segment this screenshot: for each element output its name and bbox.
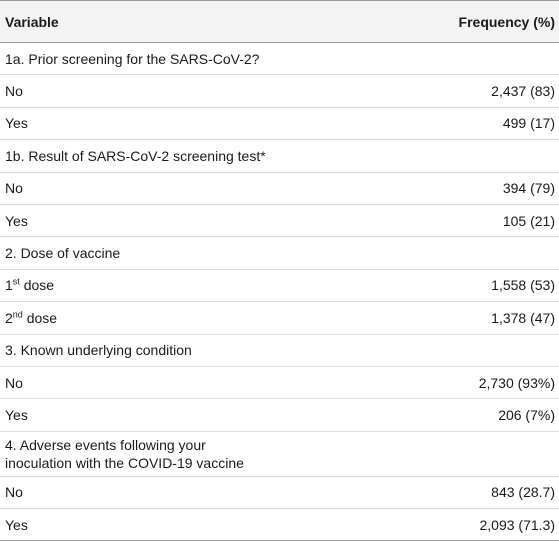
row-label: 1a. Prior screening for the SARS-CoV-2? <box>0 43 400 75</box>
row-label <box>0 269 400 301</box>
table-row <box>0 302 559 334</box>
row-label: Yes <box>0 399 400 431</box>
row-label: Yes <box>0 107 400 139</box>
row-value: 394 (79) <box>400 172 559 204</box>
table-header-row <box>0 1 559 43</box>
row-value: 2,437 (83) <box>400 75 559 107</box>
row-value: 2,093 (71.3) <box>400 509 559 541</box>
header-frequency: Frequency (%) <box>400 1 559 43</box>
header-variable: Variable <box>0 1 400 43</box>
row-label <box>0 431 400 476</box>
row-label: Yes <box>0 204 400 236</box>
dose-ordinal: st <box>12 276 20 287</box>
row-label: Yes <box>0 509 400 541</box>
row-value <box>400 334 559 366</box>
dose-number: 2 <box>5 309 13 326</box>
row-label <box>0 302 400 334</box>
row-value <box>400 140 559 172</box>
row-value: 2,730 (93%) <box>400 366 559 398</box>
row-label: No <box>0 75 400 107</box>
row-value: 105 (21) <box>400 204 559 236</box>
table-row-section <box>0 334 559 366</box>
table-row <box>0 366 559 398</box>
table-row <box>0 399 559 431</box>
row-label: 3. Known underlying condition <box>0 334 400 366</box>
table-row-section <box>0 431 559 476</box>
row-label: No <box>0 172 400 204</box>
row-value <box>400 237 559 269</box>
table-row <box>0 107 559 139</box>
table-row <box>0 75 559 107</box>
row-value <box>400 431 559 476</box>
row-label: No <box>0 476 400 508</box>
row-label: 1b. Result of SARS-CoV-2 screening test* <box>0 140 400 172</box>
row-value: 843 (28.7) <box>400 476 559 508</box>
row-label-line2: inoculation with the COVID-19 vaccine <box>5 454 244 471</box>
table-row <box>0 204 559 236</box>
row-label: No <box>0 366 400 398</box>
row-value: 1,558 (53) <box>400 269 559 301</box>
row-value: 1,378 (47) <box>400 302 559 334</box>
table-row <box>0 509 559 541</box>
dose-suffix: dose <box>19 277 55 294</box>
dose-ordinal: nd <box>12 309 23 320</box>
dose-suffix: dose <box>22 309 58 326</box>
table-row <box>0 476 559 508</box>
dose-number: 1 <box>5 277 13 294</box>
table-row <box>0 269 559 301</box>
table-row-section <box>0 140 559 172</box>
row-label: 2. Dose of vaccine <box>0 237 400 269</box>
row-value: 206 (7%) <box>400 399 559 431</box>
table-row <box>0 172 559 204</box>
table-row-section <box>0 237 559 269</box>
row-value <box>400 43 559 75</box>
row-value: 499 (17) <box>400 107 559 139</box>
table-row-section <box>0 43 559 75</box>
row-label-line1: 4. Adverse events following your <box>5 436 206 453</box>
